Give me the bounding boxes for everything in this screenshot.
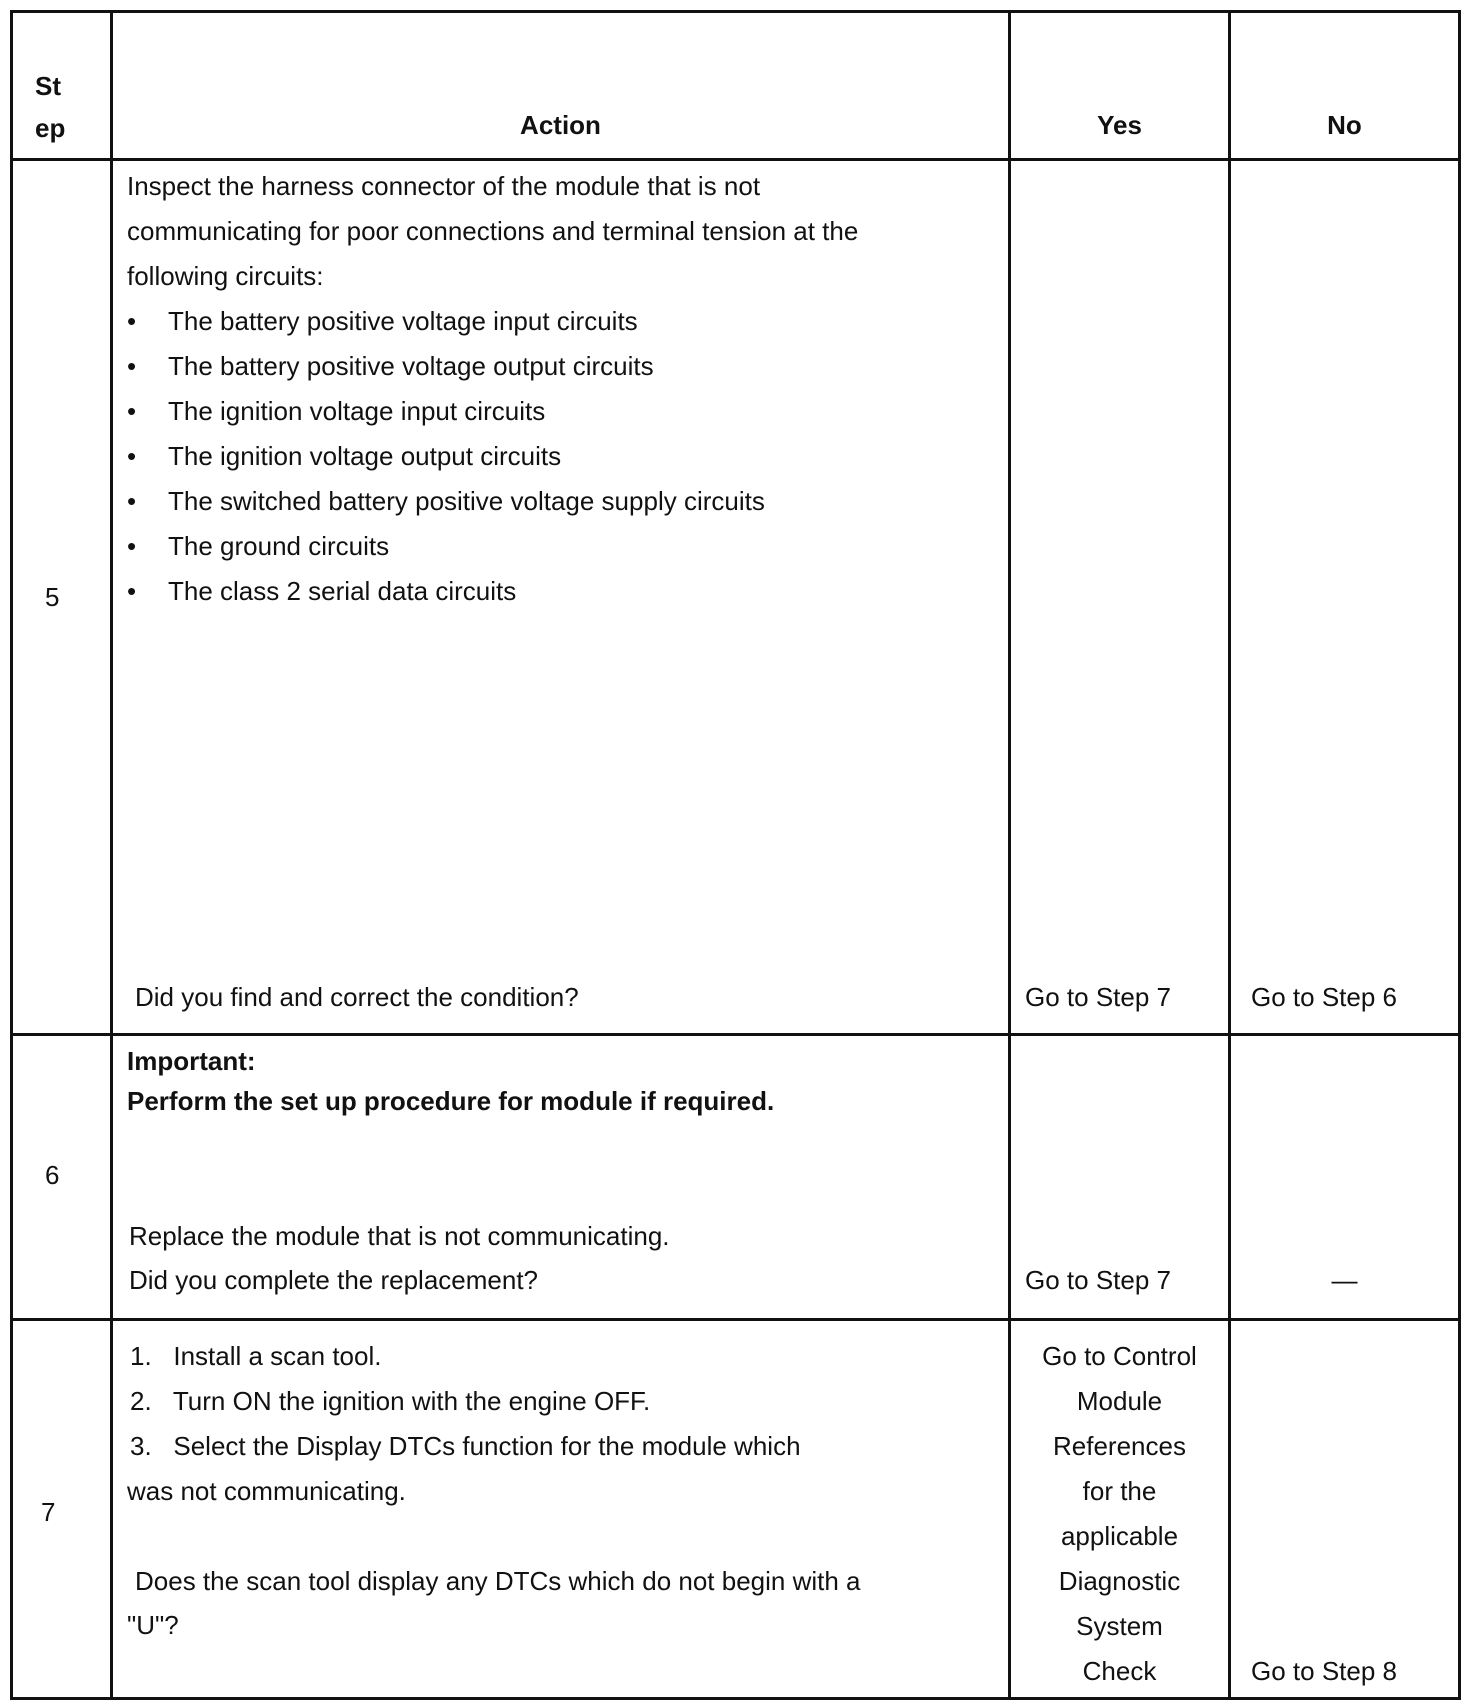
step-number: 5 [45,582,60,612]
action-cell [127,164,858,614]
list-item: • The ignition voltage input circuits [127,389,858,434]
no-value: — [1331,1265,1358,1295]
question-text: Did you find and correct the condition? [135,982,579,1012]
important-text: Perform the set up procedure for module if required. [127,1086,775,1116]
question-text: Did you complete the replacement? [129,1265,539,1295]
intro-line: Inspect the harness connector of the module that is not [127,171,761,201]
list-item: • The ground circuits [127,524,858,569]
header-no: No [1327,110,1362,140]
action-cell [130,1334,801,1469]
list-item: • The battery positive voltage output circuits [127,344,858,389]
column-divider [1228,13,1231,1697]
header-action: Action [520,110,601,140]
question-text: "U"? [127,1610,179,1640]
yes-link[interactable]: Go to Control Module References for the applicable Diagnostic System Check [1042,1341,1197,1686]
action-line: Replace the module that is not communicating. [129,1221,670,1251]
row-divider [13,1033,1458,1036]
list-item: • The ignition voltage output circuits [127,434,858,479]
intro-line: communicating for poor connections and terminal tension at the [127,216,859,246]
intro-line: following circuits: [127,261,324,291]
header-step: St ep [35,71,66,143]
important-label: Important: [127,1046,256,1076]
list-item: 1. Install a scan tool. [130,1341,382,1371]
yes-link[interactable]: Go to Step 7 [1025,982,1171,1012]
yes-link[interactable]: Go to Step 7 [1025,1265,1171,1295]
list-item: • The class 2 serial data circuits [127,569,858,614]
no-link[interactable]: Go to Step 6 [1251,982,1397,1012]
question-text: Does the scan tool display any DTCs which do not begin with a [135,1566,861,1596]
continuation-text: was not communicating. [127,1476,406,1506]
step-number: 6 [45,1160,60,1190]
diagnostic-table [10,10,1461,1700]
procedure-list [130,1334,801,1469]
header-yes: Yes [1097,110,1142,140]
step-number: 7 [41,1497,56,1527]
no-link[interactable]: Go to Step 8 [1251,1656,1397,1686]
row-divider [13,158,1458,161]
circuit-list [127,299,858,614]
list-item: 3. Select the Display DTCs function for the module which [130,1431,801,1461]
column-divider [110,13,113,1697]
list-item: • The battery positive voltage input circuits [127,299,858,344]
list-item: • The switched battery positive voltage supply circuits [127,479,858,524]
list-item: 2. Turn ON the ignition with the engine OFF. [130,1386,651,1416]
row-divider [13,1318,1458,1321]
